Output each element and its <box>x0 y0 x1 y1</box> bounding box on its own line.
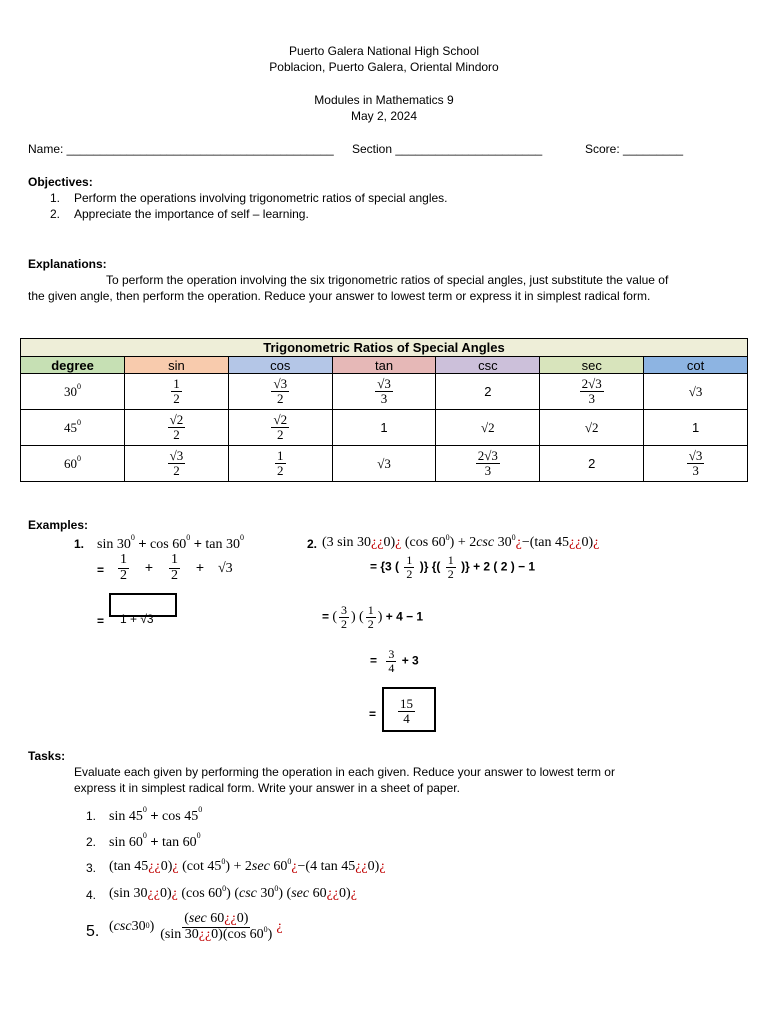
equals-sign: = <box>97 563 105 577</box>
tan45-cell: 1 <box>332 410 436 446</box>
objectives-heading: Objectives: <box>28 175 93 189</box>
equals-sign: = <box>97 614 105 628</box>
header-sec: sec <box>540 357 644 374</box>
csc60-cell: $\frac{2√3}{3}$ <box>436 446 540 482</box>
objective-text: Perform the operations involving trigonometric ratios of special angles. <box>74 191 448 205</box>
header-tan: tan <box>332 357 436 374</box>
cot45-cell: 1 <box>644 410 748 446</box>
task-number: 4. <box>86 888 97 902</box>
example2-step1: = {3 ( $\frac{1}{2}$ )} {( $\frac{1}{2}$ )} + 2 ( 2 ) − 1 <box>370 553 536 581</box>
example-number: 1. <box>74 537 85 551</box>
score-field: Score: _________ <box>585 142 684 156</box>
task-number: 1. <box>86 809 97 823</box>
table-row <box>21 446 748 482</box>
explanation-line: To perform the operation involving the six trigonometric ratios of special angles, just substitute the value of <box>106 273 669 287</box>
school-name: Puerto Galera National High School <box>288 44 480 58</box>
task4-expression: (sin 30¿¿0)¿ (cos $60^0$) (csc $30^0$) (sec 60¿¿0)¿ <box>109 884 357 901</box>
example2-answer: $\frac{15}{4}$ <box>400 696 413 726</box>
objective-number: 1. <box>50 191 61 205</box>
task-number: 3. <box>86 861 97 875</box>
trig-ratios-table <box>20 338 748 482</box>
tasks-intro: Evaluate each given by performing the operation in each given. Reduce your answer to lowest term or <box>74 765 615 779</box>
tasks-intro: express it in simplest radical form. Write your answer in a sheet of paper. <box>74 781 460 795</box>
sin30-cell: $\frac{1}{2}$ <box>125 374 229 410</box>
explanations-heading: Explanations: <box>28 257 107 271</box>
sec30-cell: $\frac{2√3}{3}$ <box>540 374 644 410</box>
cos60-cell: $\frac{1}{2}$ <box>228 446 332 482</box>
example2-step3: = $\frac{3}{4}$ + 3 <box>370 647 419 675</box>
example1-answer: 1 + √3 <box>120 612 154 626</box>
task-number: 2. <box>86 835 97 849</box>
objective-number: 2. <box>50 207 61 221</box>
module-date: May 2, 2024 <box>350 109 418 123</box>
tan60-cell: √3 <box>332 446 436 482</box>
example2-expression: (3 sin 30¿¿0)¿ (cos $60^0) + 2\csc$ $30^0¿-(\tan$ 45¿¿0)¿ <box>322 533 600 550</box>
example-number: 2. <box>307 537 318 551</box>
school-address: Poblacion, Puerto Galera, Oriental Mindoro <box>269 60 499 74</box>
cot60-cell: $\frac{√3}{3}$ <box>644 446 748 482</box>
tasks-heading: Tasks: <box>28 749 66 763</box>
header-csc: csc <box>436 357 540 374</box>
sec45-cell: √2 <box>540 410 644 446</box>
examples-heading: Examples: <box>28 518 89 532</box>
task3-expression: (tan 45¿¿0)¿ (cot $45^0) + 2\sec$ $60^0¿-(4$ tan 45¿¿0)¿ <box>109 857 386 874</box>
header-sin: sin <box>125 357 229 374</box>
table-row <box>21 410 748 446</box>
example1-expression: $\sin 30^0 + \cos 60^0 + \tan 30^0$ <box>97 533 244 552</box>
name-field: Name: ________________________________________ <box>28 142 334 156</box>
header-degree: degree <box>21 357 125 374</box>
csc45-cell: √2 <box>436 410 540 446</box>
task5-expression: ( csc 30 0 ) $\frac{(\sec 60¿¿0)}{(\sin 30¿¿0)(\cos 60^0)}$ ¿ <box>109 911 283 942</box>
task1-expression: $\sin 45^0 + \cos 45^0$ <box>109 805 203 824</box>
header-cot: cot <box>644 357 748 374</box>
table-row <box>21 374 748 410</box>
degree-cell: $60^0$ <box>21 446 125 482</box>
example2-step2: = ( $\frac{3}{2}$ ) ( $\frac{1}{2}$ ) + 4 − 1 <box>322 603 424 631</box>
sin45-cell: $\frac{√2}{2}$ <box>125 410 229 446</box>
explanation-line: the given angle, then perform the operation. Reduce your answer to lowest term or express it in simplest radical form. <box>28 289 651 303</box>
cos45-cell: $\frac{√2}{2}$ <box>228 410 332 446</box>
cos30-cell: $\frac{√3}{2}$ <box>228 374 332 410</box>
header-cos: cos <box>228 357 332 374</box>
module-title: Modules in Mathematics 9 <box>314 93 454 107</box>
section-field: Section ______________________ <box>352 142 543 156</box>
objective-text: Appreciate the importance of self – learning. <box>74 207 309 221</box>
task2-expression: $\sin 60^0 + \tan 60^0$ <box>109 831 201 850</box>
tan30-cell: $\frac{√3}{3}$ <box>332 374 436 410</box>
table-title: Trigonometric Ratios of Special Angles <box>21 339 748 357</box>
task-number: 5. <box>86 923 100 940</box>
cot30-cell: √3 <box>644 374 748 410</box>
csc30-cell: 2 <box>436 374 540 410</box>
sec60-cell: 2 <box>540 446 644 482</box>
objective-item <box>50 191 448 205</box>
degree-cell: $45^0$ <box>21 410 125 446</box>
sin60-cell: $\frac{√3}{2}$ <box>125 446 229 482</box>
equals-sign: = <box>369 707 377 721</box>
objective-item <box>50 207 309 221</box>
example1-step1: $\frac{1}{2}$ + $\frac{1}{2}$ + √3 <box>120 552 233 583</box>
degree-cell: $30^0$ <box>21 374 125 410</box>
